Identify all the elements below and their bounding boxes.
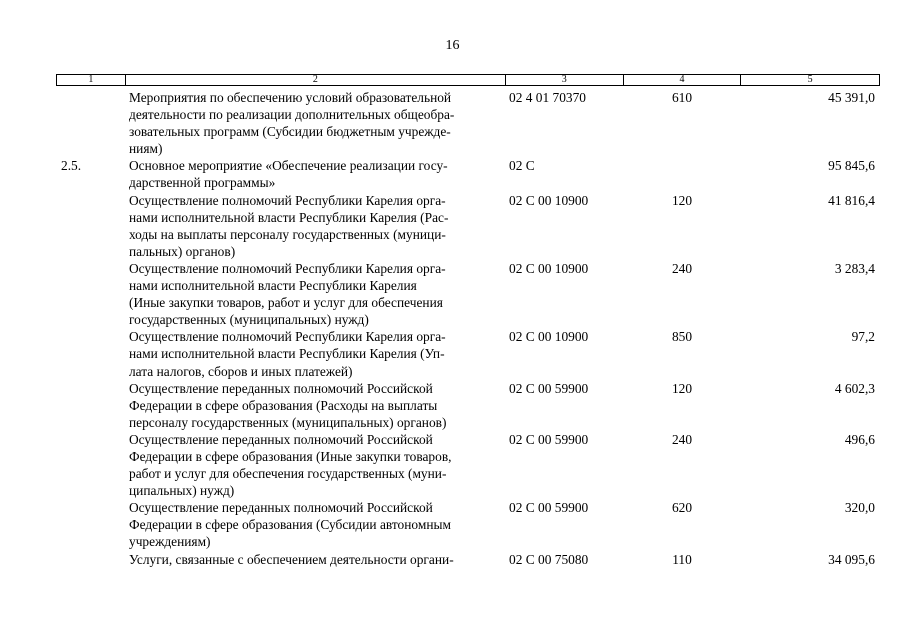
row-expense-type: 240 <box>671 260 693 276</box>
row-expense-type: 620 <box>671 500 693 516</box>
row-code: 02 4 01 70370 <box>509 90 586 105</box>
table-row <box>56 380 880 431</box>
row-amount: 320,0 <box>844 500 875 516</box>
table-row <box>56 89 880 157</box>
row-number <box>56 328 124 379</box>
row-expense-type: 120 <box>671 192 693 208</box>
row-name: Осуществление полномочий Республики Карелия орга- нами исполнительной власти Республики Карелия (Рас- ходы на выплаты персоналу государственных (муници- пальных) органов) <box>129 192 449 259</box>
header-col-3: 3 <box>505 75 623 85</box>
row-name: Осуществление переданных полномочий Российской Федерации в сфере образования (Субсидии автономным учреждениям) <box>129 500 451 550</box>
row-name: Осуществление полномочий Республики Карелия орга- нами исполнительной власти Республики Карелия (Иные закупки товаров, работ и услуг для обеспечения государственных (муниципальных) нужд) <box>129 260 446 328</box>
header-col-2: 2 <box>125 75 505 85</box>
table-row <box>56 551 880 568</box>
row-expense-type: 850 <box>671 329 693 345</box>
row-amount: 4 602,3 <box>834 380 875 396</box>
row-name: Осуществление переданных полномочий Российской Федерации в сфере образования (Расходы на выплаты персоналу государственных (муниципальных) органов) <box>129 380 447 430</box>
row-expense-type: 120 <box>671 380 693 396</box>
table-row <box>56 157 880 191</box>
row-amount: 3 283,4 <box>834 260 875 276</box>
row-name: Осуществление полномочий Республики Карелия орга- нами исполнительной власти Республики Карелия (Уп- лата налогов, сборов и иных платежей) <box>129 329 446 379</box>
row-amount: 41 816,4 <box>828 192 875 208</box>
row-number <box>56 499 124 550</box>
row-number <box>56 551 124 568</box>
row-amount: 34 095,6 <box>828 551 875 567</box>
row-name: Мероприятия по обеспечению условий образовательной деятельности по реализации дополнительных общеобра- зовательных программ (Субсидии бюджетным учрежде- ниям) <box>129 90 455 157</box>
page-number: 16 <box>445 38 460 53</box>
row-number: 2.5. <box>61 158 82 174</box>
table-header <box>56 74 880 86</box>
row-code: 02 С 00 10900 <box>509 260 589 276</box>
row-name: Осуществление переданных полномочий Российской Федерации в сфере образования (Иные закупки товаров, работ и услуг для обеспечения государственных (муни- ципальных) нужд) <box>129 431 452 499</box>
row-expense-type: 240 <box>671 431 693 447</box>
row-number <box>56 431 124 499</box>
header-col-1: 1 <box>88 74 94 85</box>
row-code: 02 С 00 10900 <box>509 329 589 345</box>
row-expense-type <box>623 157 741 191</box>
row-amount: 95 845,6 <box>828 158 875 174</box>
row-expense-type: 610 <box>671 90 693 105</box>
budget-table-body <box>56 89 880 568</box>
row-amount: 496,6 <box>844 431 875 447</box>
row-expense-type: 110 <box>672 551 692 567</box>
row-code: 02 С 00 59900 <box>509 431 589 447</box>
row-number <box>56 192 124 260</box>
row-code: 02 С <box>509 158 535 174</box>
header-col-4: 4 <box>623 75 741 85</box>
row-code: 02 С 00 10900 <box>509 192 589 208</box>
table-row <box>56 499 880 550</box>
table-row <box>56 328 880 379</box>
row-name: Услуги, связанные с обеспечением деятельности органи- <box>129 551 454 567</box>
row-amount: 97,2 <box>851 329 875 345</box>
table-row <box>56 431 880 499</box>
row-code: 02 С 00 75080 <box>509 551 589 567</box>
row-number <box>56 380 124 431</box>
table-row <box>56 192 880 260</box>
table-row <box>56 260 880 328</box>
row-code: 02 С 00 59900 <box>509 380 589 396</box>
row-number <box>56 89 124 157</box>
row-name: Основное мероприятие «Обеспечение реализации госу- дарственной программы» <box>129 158 448 191</box>
row-code: 02 С 00 59900 <box>509 500 589 516</box>
header-col-5: 5 <box>740 75 879 85</box>
row-amount: 45 391,0 <box>828 90 875 105</box>
row-number <box>56 260 124 328</box>
